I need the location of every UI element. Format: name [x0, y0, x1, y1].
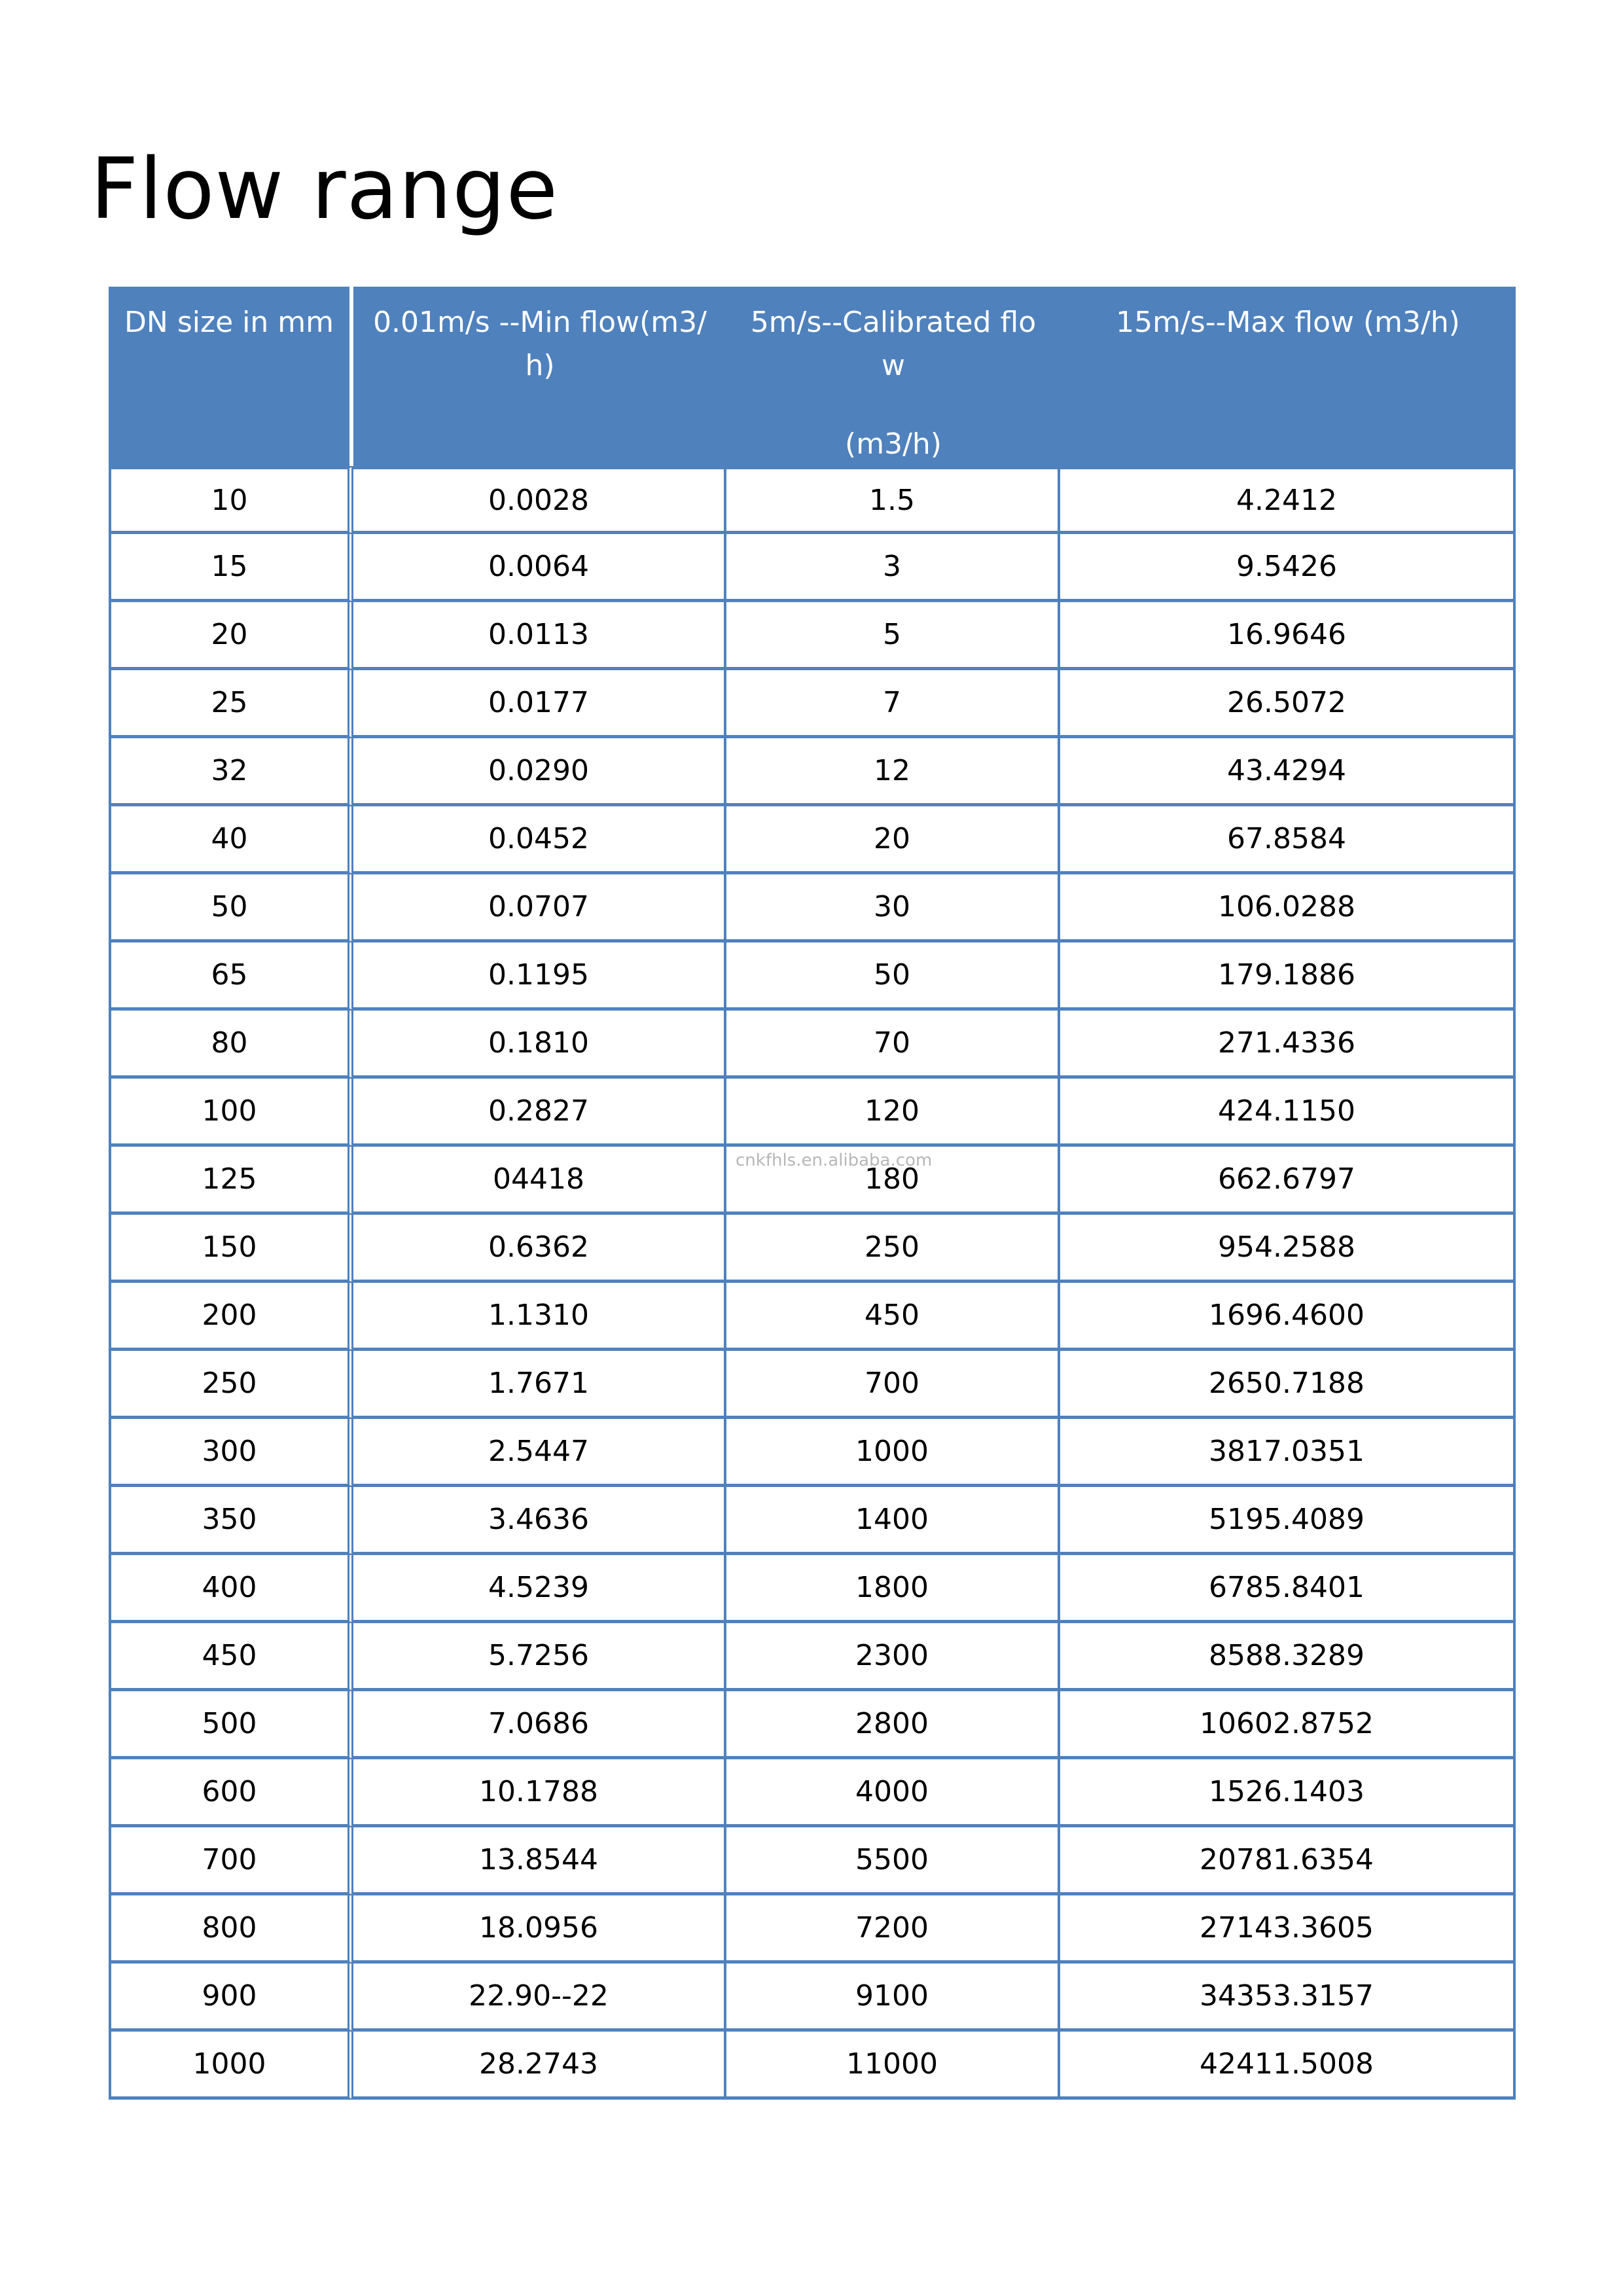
cell-max-flow: 27143.3605 — [1060, 1895, 1516, 1964]
table-row — [109, 1827, 1516, 1895]
cell-min-flow: 0.1810 — [353, 1011, 726, 1079]
page-title: Flow range — [90, 141, 559, 238]
cell-min-flow: 0.0452 — [353, 806, 726, 874]
cell-max-flow: 26.5072 — [1060, 670, 1516, 738]
table-row — [109, 942, 1516, 1011]
cell-max-flow: 1526.1403 — [1060, 1759, 1516, 1827]
cell-min-flow: 0.0290 — [353, 738, 726, 806]
cell-max-flow: 106.0288 — [1060, 874, 1516, 942]
cell-min-flow: 1.7671 — [353, 1351, 726, 1419]
cell-max-flow: 271.4336 — [1060, 1011, 1516, 1079]
cell-dn-size: 250 — [109, 1351, 353, 1419]
cell-min-flow: 13.8544 — [353, 1827, 726, 1895]
table-row — [109, 1283, 1516, 1351]
cell-calibrated-flow: 7 — [726, 670, 1060, 738]
flow-range-table — [109, 287, 1516, 2100]
cell-dn-size: 32 — [109, 738, 353, 806]
cell-calibrated-flow: 1800 — [726, 1555, 1060, 1623]
cell-calibrated-flow: 1000 — [726, 1419, 1060, 1487]
cell-max-flow: 2650.7188 — [1060, 1351, 1516, 1419]
cell-dn-size: 300 — [109, 1419, 353, 1487]
cell-min-flow: 0.2827 — [353, 1079, 726, 1147]
cell-calibrated-flow: 4000 — [726, 1759, 1060, 1827]
cell-max-flow: 6785.8401 — [1060, 1555, 1516, 1623]
cell-dn-size: 150 — [109, 1215, 353, 1283]
cell-dn-size: 100 — [109, 1079, 353, 1147]
cell-calibrated-flow: 5 — [726, 602, 1060, 670]
cell-min-flow: 0.6362 — [353, 1215, 726, 1283]
cell-dn-size: 25 — [109, 670, 353, 738]
cell-min-flow: 04418 — [353, 1147, 726, 1215]
header-calibrated-flow-line2: w — [882, 349, 905, 382]
cell-calibrated-flow: 30 — [726, 874, 1060, 942]
cell-calibrated-flow: 7200 — [726, 1895, 1060, 1964]
cell-max-flow: 954.2588 — [1060, 1215, 1516, 1283]
table-row — [109, 1964, 1516, 2032]
cell-min-flow: 0.0028 — [353, 466, 726, 534]
table-row — [109, 1555, 1516, 1623]
cell-dn-size: 65 — [109, 942, 353, 1011]
header-dn-size-text: DN size in mm — [124, 306, 334, 339]
cell-calibrated-flow: 2800 — [726, 1691, 1060, 1759]
cell-calibrated-flow: 450 — [726, 1283, 1060, 1351]
cell-min-flow: 4.5239 — [353, 1555, 726, 1623]
table-row — [109, 1419, 1516, 1487]
cell-dn-size: 20 — [109, 602, 353, 670]
cell-dn-size: 450 — [109, 1623, 353, 1691]
cell-max-flow: 10602.8752 — [1060, 1691, 1516, 1759]
cell-max-flow: 67.8584 — [1060, 806, 1516, 874]
cell-dn-size: 600 — [109, 1759, 353, 1827]
cell-min-flow: 7.0686 — [353, 1691, 726, 1759]
header-calibrated-flow — [726, 287, 1060, 466]
cell-min-flow: 5.7256 — [353, 1623, 726, 1691]
cell-max-flow: 42411.5008 — [1060, 2032, 1516, 2100]
cell-calibrated-flow: 5500 — [726, 1827, 1060, 1895]
header-max-flow-text: 15m/s--Max flow (m3/h) — [1116, 306, 1460, 339]
cell-dn-size: 10 — [109, 466, 353, 534]
table-row — [109, 1079, 1516, 1147]
cell-calibrated-flow: 2300 — [726, 1623, 1060, 1691]
cell-dn-size: 900 — [109, 1964, 353, 2032]
cell-min-flow: 28.2743 — [353, 2032, 726, 2100]
cell-max-flow: 1696.4600 — [1060, 1283, 1516, 1351]
cell-min-flow: 22.90--22 — [353, 1964, 726, 2032]
cell-min-flow: 0.0113 — [353, 602, 726, 670]
cell-min-flow: 3.4636 — [353, 1487, 726, 1555]
table-row — [109, 874, 1516, 942]
cell-max-flow: 34353.3157 — [1060, 1964, 1516, 2032]
header-min-flow-line2: h) — [525, 349, 555, 382]
cell-max-flow: 16.9646 — [1060, 602, 1516, 670]
cell-calibrated-flow: 120 — [726, 1079, 1060, 1147]
cell-min-flow: 0.0707 — [353, 874, 726, 942]
cell-min-flow: 1.1310 — [353, 1283, 726, 1351]
cell-dn-size: 400 — [109, 1555, 353, 1623]
cell-dn-size: 700 — [109, 1827, 353, 1895]
header-min-flow-line1: 0.01m/s --Min flow(m3/ — [373, 306, 707, 339]
table-row — [109, 1759, 1516, 1827]
header-calibrated-flow-line1: 5m/s--Calibrated flo — [750, 306, 1037, 339]
table-row — [109, 1691, 1516, 1759]
header-max-flow — [1060, 287, 1516, 466]
cell-calibrated-flow: 50 — [726, 942, 1060, 1011]
cell-max-flow: 43.4294 — [1060, 738, 1516, 806]
cell-min-flow: 2.5447 — [353, 1419, 726, 1487]
cell-max-flow: 20781.6354 — [1060, 1827, 1516, 1895]
cell-dn-size: 1000 — [109, 2032, 353, 2100]
cell-dn-size: 125 — [109, 1147, 353, 1215]
cell-min-flow: 0.0064 — [353, 534, 726, 602]
cell-dn-size: 15 — [109, 534, 353, 602]
cell-calibrated-flow: 250 — [726, 1215, 1060, 1283]
cell-calibrated-flow: 9100 — [726, 1964, 1060, 2032]
cell-calibrated-flow: 1.5 — [726, 466, 1060, 534]
table-row — [109, 534, 1516, 602]
header-calibrated-flow-unit: (m3/h) — [845, 427, 942, 461]
table-row — [109, 1623, 1516, 1691]
watermark: cnkfhls.en.alibaba.com — [736, 1151, 933, 1170]
table-row — [109, 1487, 1516, 1555]
header-row — [109, 287, 1516, 466]
table-row — [109, 670, 1516, 738]
cell-max-flow: 5195.4089 — [1060, 1487, 1516, 1555]
cell-calibrated-flow: 1400 — [726, 1487, 1060, 1555]
cell-max-flow: 3817.0351 — [1060, 1419, 1516, 1487]
cell-min-flow: 0.0177 — [353, 670, 726, 738]
cell-calibrated-flow: 70 — [726, 1011, 1060, 1079]
table-header — [109, 287, 1516, 466]
cell-max-flow: 4.2412 — [1060, 466, 1516, 534]
header-min-flow — [353, 287, 726, 466]
cell-calibrated-flow: 180 — [726, 1147, 1060, 1215]
cell-calibrated-flow: 20 — [726, 806, 1060, 874]
cell-max-flow: 662.6797 — [1060, 1147, 1516, 1215]
table-row — [109, 1351, 1516, 1419]
cell-max-flow: 8588.3289 — [1060, 1623, 1516, 1691]
cell-max-flow: 9.5426 — [1060, 534, 1516, 602]
table-row — [109, 466, 1516, 534]
cell-max-flow: 424.1150 — [1060, 1079, 1516, 1147]
cell-max-flow: 179.1886 — [1060, 942, 1516, 1011]
cell-calibrated-flow: 12 — [726, 738, 1060, 806]
table-row — [109, 1011, 1516, 1079]
cell-dn-size: 50 — [109, 874, 353, 942]
table-row — [109, 2032, 1516, 2100]
cell-min-flow: 0.1195 — [353, 942, 726, 1011]
cell-dn-size: 800 — [109, 1895, 353, 1964]
header-dn-size — [109, 287, 353, 466]
table-row — [109, 738, 1516, 806]
cell-calibrated-flow: 3 — [726, 534, 1060, 602]
table-row — [109, 1895, 1516, 1964]
table-row — [109, 806, 1516, 874]
cell-min-flow: 18.0956 — [353, 1895, 726, 1964]
table-body — [109, 466, 1516, 2100]
cell-calibrated-flow: 700 — [726, 1351, 1060, 1419]
cell-dn-size: 80 — [109, 1011, 353, 1079]
table-row — [109, 602, 1516, 670]
cell-calibrated-flow: 11000 — [726, 2032, 1060, 2100]
cell-dn-size: 350 — [109, 1487, 353, 1555]
table-row — [109, 1215, 1516, 1283]
cell-dn-size: 40 — [109, 806, 353, 874]
cell-dn-size: 500 — [109, 1691, 353, 1759]
cell-dn-size: 200 — [109, 1283, 353, 1351]
cell-min-flow: 10.1788 — [353, 1759, 726, 1827]
